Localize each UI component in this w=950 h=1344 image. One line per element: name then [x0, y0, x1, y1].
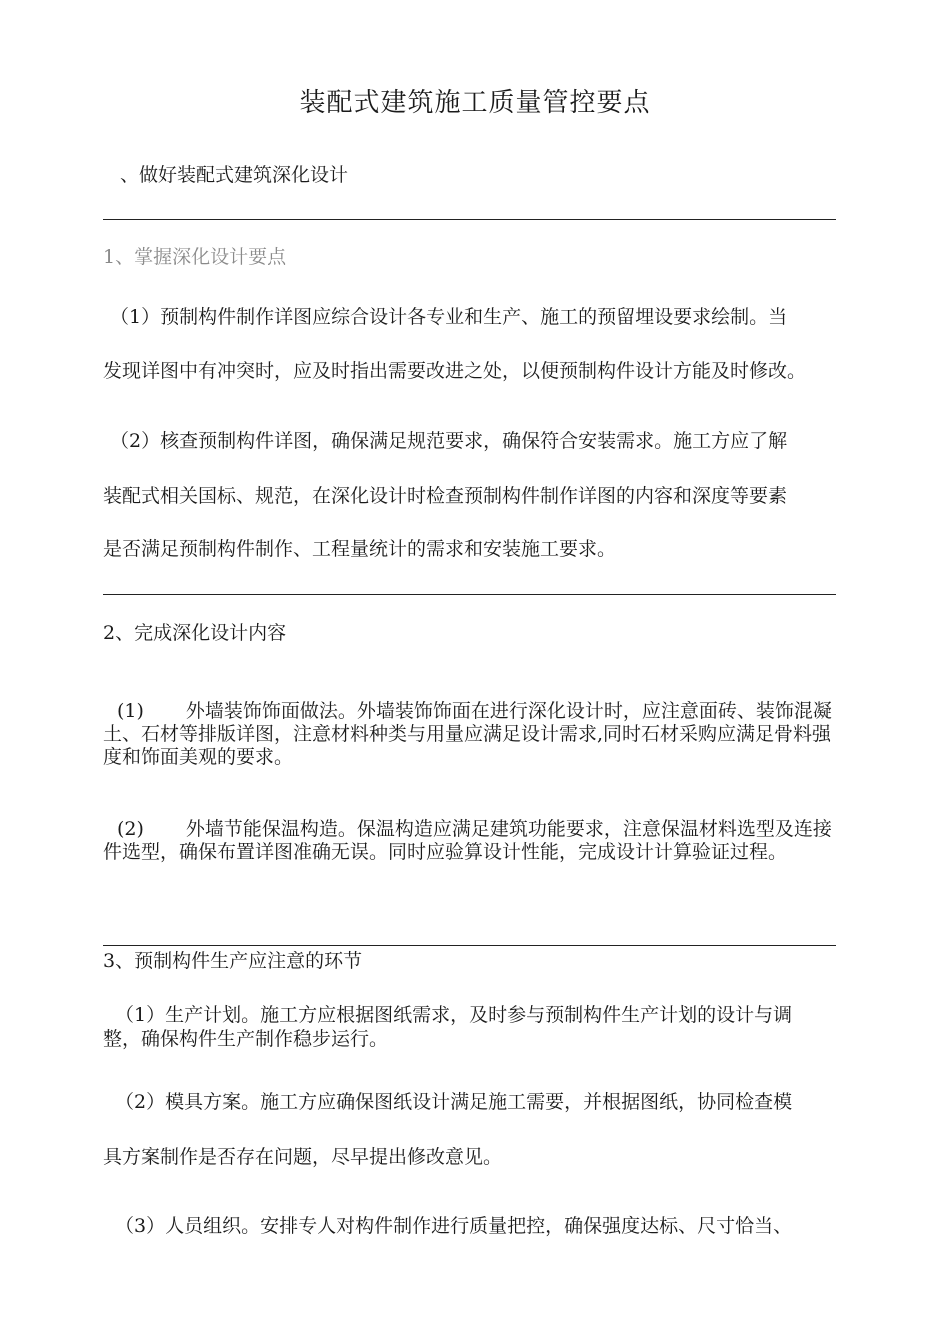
paragraph-1-2-line-1: （2）核查预制构件详图，确保满足规范要求，确保符合安装需求。施工方应了解	[110, 430, 788, 452]
paragraph-2-1-label: (1)	[117, 700, 144, 722]
paragraph-2-2	[103, 818, 836, 864]
paragraph-3-1-line-2: 整，确保构件生产制作稳步运行。	[103, 1028, 389, 1050]
paragraph-3-1-line-1: （1）生产计划。施工方应根据图纸需求，及时参与预制构件生产计划的设计与调	[115, 1004, 793, 1026]
divider-2	[103, 594, 836, 595]
subsection-heading-3: 3、预制构件生产应注意的环节	[103, 950, 363, 972]
paragraph-1-2-line-2: 装配式相关国标、规范，在深化设计时检查预制构件制作详图的内容和深度等要素	[103, 485, 788, 507]
divider-1	[103, 219, 836, 220]
paragraph-2-1	[103, 700, 836, 769]
section-heading-intro: 、做好装配式建筑深化设计	[120, 164, 349, 186]
subsection-heading-2: 2、完成深化设计内容	[103, 622, 287, 644]
paragraph-2-1-text: 外墙装饰饰面做法。外墙装饰饰面在进行深化设计时，应注意面砖、装饰混凝土、石材等排版详图，注意材料种类与用量应满足设计需求,同时石材采购应满足骨料强度和饰面美观的要求。	[103, 700, 832, 768]
paragraph-1-1-line-2: 发现详图中有冲突时，应及时指出需要改进之处，以便预制构件设计方能及时修改。	[103, 360, 807, 382]
paragraph-1-2-line-3: 是否满足预制构件制作、工程量统计的需求和安装施工要求。	[103, 538, 617, 560]
paragraph-1-1-line-1: （1）预制构件制作详图应综合设计各专业和生产、施工的预留埋设要求绘制。当	[110, 306, 788, 328]
document-title: 装配式建筑施工质量管控要点	[299, 88, 651, 118]
divider-3	[103, 945, 836, 946]
paragraph-3-2-line-2: 具方案制作是否存在问题，尽早提出修改意见。	[103, 1146, 503, 1168]
subsection-heading-1: 1、掌握深化设计要点	[103, 246, 287, 268]
paragraph-2-2-text: 外墙节能保温构造。保温构造应满足建筑功能要求，注意保温材料选型及连接件选型，确保布置详图准确无误。同时应验算设计性能，完成设计计算验证过程。	[103, 818, 832, 863]
paragraph-3-3-line-1: （3）人员组织。安排专人对构件制作进行质量把控，确保强度达标、尺寸恰当、	[115, 1215, 793, 1237]
paragraph-2-2-label: (2)	[117, 818, 144, 840]
paragraph-3-2-line-1: （2）模具方案。施工方应确保图纸设计满足施工需要，并根据图纸，协同检查模	[115, 1091, 793, 1113]
